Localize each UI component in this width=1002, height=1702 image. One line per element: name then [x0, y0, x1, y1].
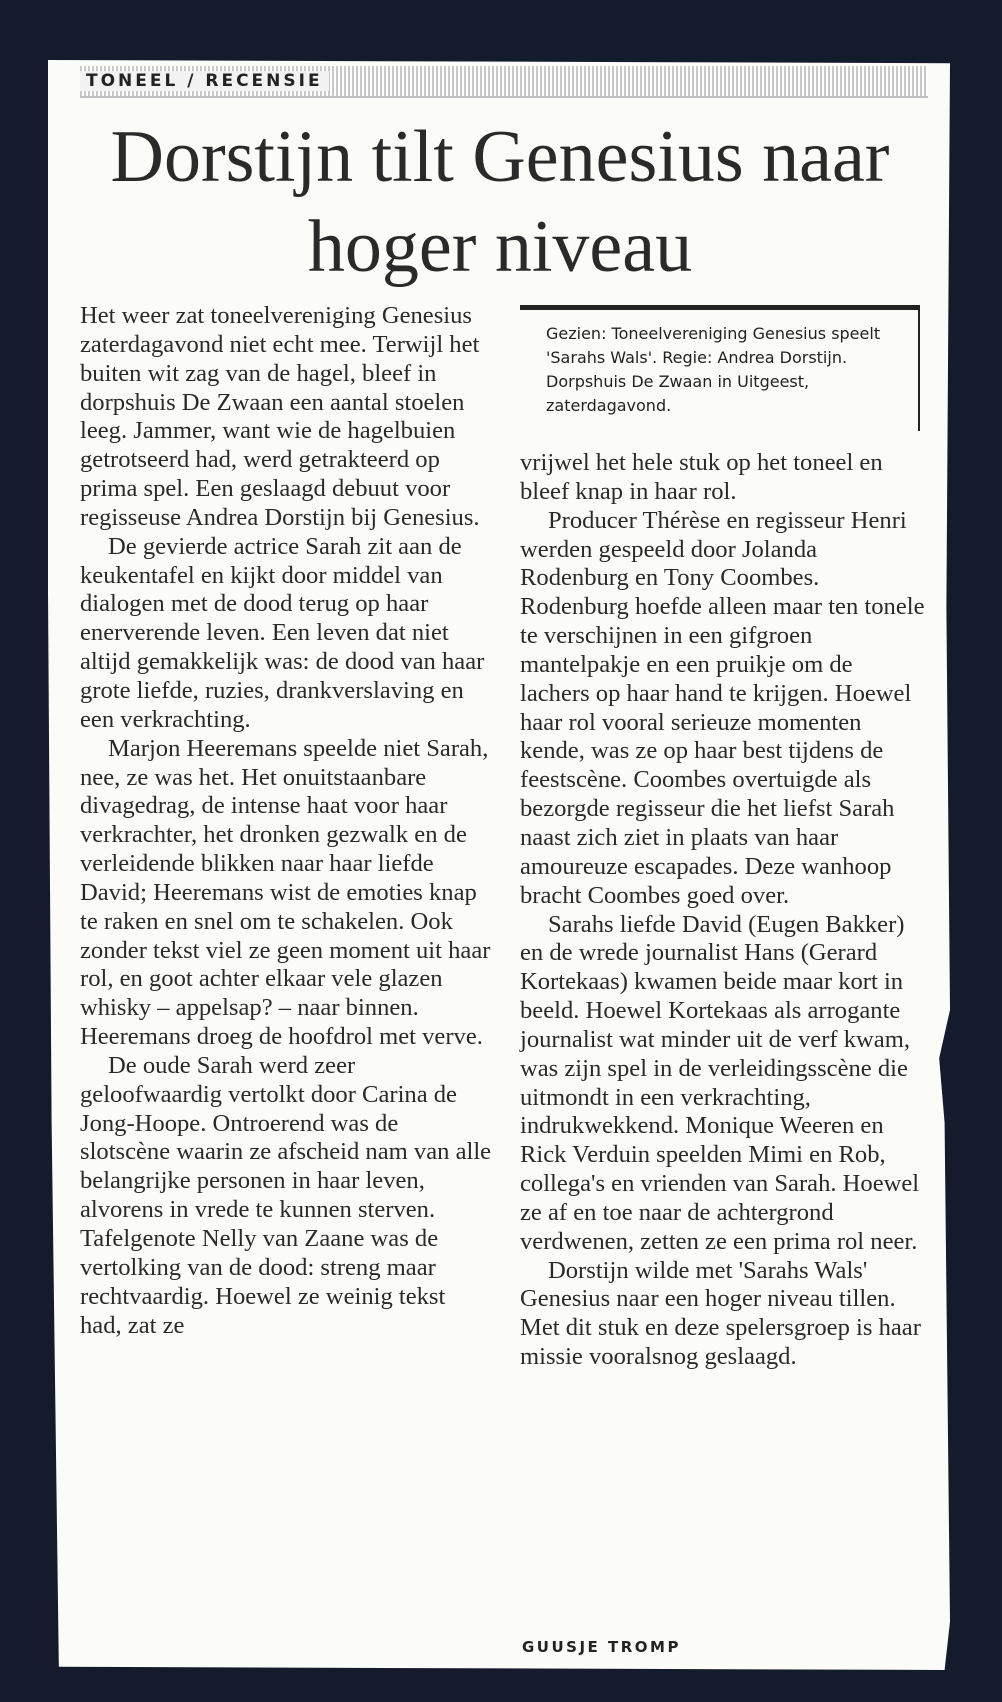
- section-label-text: TONEEL / RECENSIE: [80, 71, 329, 91]
- article-column-left: [80, 302, 492, 1340]
- paragraph: Sarahs liefde David (Eugen Bakker) en de wrede journalist Hans (Gerard Kortekaas) kwamen beide maar kort in beeld. Hoewel Kortekaas als arrogante journalist wat minder uit de verf kwam, was zijn spel in de verleidingsscène die uitmondt in een verkrachting, indrukwekkend. Monique Weeren en Rick Verduin speelden Mimi en Rob, collega's en vrienden van Sarah. Hoewel ze af en toe naar de achtergrond verdwenen, zetten ze een prima rol neer.: [520, 910, 920, 1255]
- production-info-text: Gezien: Toneelvereniging Genesius speelt 'Sarahs Wals'. Regie: Andrea Dorstijn. Dorpshuis De Zwaan in Uitgeest, zaterdagavond.: [546, 324, 881, 415]
- production-info-box: [520, 305, 920, 431]
- section-label: [80, 66, 928, 98]
- article-column-right: [520, 449, 925, 1372]
- headline: Dorstijn tilt Genesius naar hoger niveau: [110, 116, 890, 288]
- author-byline: GUUSJE TROMP: [522, 1638, 681, 1656]
- paragraph: De gevierde actrice Sarah zit aan de keukentafel en kijkt door middel van dialogen met de dood terug op haar enerverende leven. Een leven dat niet altijd gemakkelijk was: de dood van haar grote liefde, ruzies, drankverslaving en een verkrachting.: [80, 532, 485, 733]
- paragraph: vrijwel het hele stuk op het toneel en bleef knap in haar rol.: [520, 449, 883, 505]
- paragraph: Marjon Heeremans speelde niet Sarah, nee, ze was het. Het onuitstaanbare divagedrag, de intense haat voor haar verkrachter, het dronken gezwalk en de verleidende blikken naar haar liefde David; Heeremans wist de emoties knap te raken en snel om te schakelen. Ook zonder tekst viel ze geen moment uit haar rol, en goot achter elkaar vele glazen whisky – appelsap? – naar binnen. Heeremans droeg de hoofdrol met verve.: [80, 734, 491, 1051]
- paragraph: De oude Sarah werd zeer geloofwaardig vertolkt door Carina de Jong-Hoope. Ontroerend was de slotscène waarin ze afscheid nam van alle belangrijke personen in haar leven, alvorens in vrede te kunnen sterven. Tafelgenote Nelly van Zaane was de vertolking van de dood: streng maar rechtvaardig. Hoewel ze weinig tekst had, zat ze: [80, 1051, 492, 1339]
- paragraph: Producer Thérèse en regisseur Henri werden gespeeld door Jolanda Rodenburg en Tony Coombes. Rodenburg hoefde alleen maar ten tonele te verschijnen in een gifgroen mantelpakje en een pruikje om de lachers op haar hand te krijgen. Hoewel haar rol vooral serieuze momenten kende, was ze op haar best tijdens de feestscène. Coombes overtuigde als bezorgde regisseur die het liefst Sarah naast zich ziet in plaats van haar amoureuze escapades. Deze wanhoop bracht Coombes goed over.: [520, 506, 925, 909]
- paragraph: Het weer zat toneelvereniging Genesius zaterdagavond niet echt mee. Terwijl het buiten wit zag van de hagel, bleef in dorpshuis De Zwaan een aantal stoelen leeg. Jammer, want wie de hagelbuien getrotseerd had, werd getrakteerd op prima spel. Een geslaagd debuut voor regisseuse Andrea Dorstijn bij Genesius.: [80, 302, 480, 531]
- paragraph: Dorstijn wilde met 'Sarahs Wals' Genesius naar een hoger niveau tillen. Met dit stuk en deze spelersgroep is haar missie vooralsnog geslaagd.: [520, 1256, 921, 1371]
